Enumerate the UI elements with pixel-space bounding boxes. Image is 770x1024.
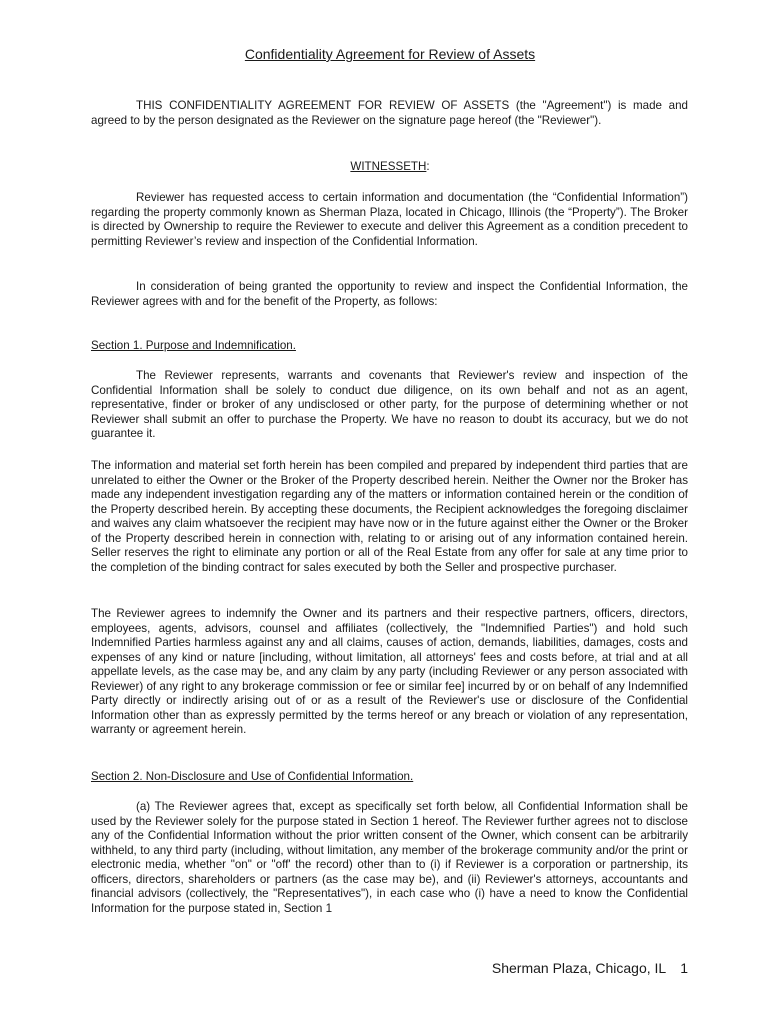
- section-1-heading: Section 1. Purpose and Indemnification.: [91, 339, 296, 352]
- page-footer: [492, 960, 688, 976]
- section-2-paragraph-a: (a) The Reviewer agrees that, except as specifically set forth below, all Confidential Information shall be used by the Reviewer solely for the purpose stated in Section 1 hereof. The Reviewer further agrees not to disclose any of the Confidential Information without the prior written consent of the Owner, which consent can be arbitrarily withheld, to any third party (including, without limitation, any member of the brokerage community and/or the print or electronic media, whether "on" or "off' the record) other than to (i) if Reviewer is a corporation or partnership, its officers, directors, shareholders or partners (as the case may be), and (ii) Reviewer's attorneys, accountants and financial advisors (collectively, the "Representatives"), in each case who (i) have a need to know the Confidential Information for the purpose stated in, Section 1: [91, 800, 688, 915]
- recital-paragraph-1: Reviewer has requested access to certain information and documentation (the “Confidential Information”) regarding the property commonly known as Sherman Plaza, located in Chicago, Illinois (the “Property”). The Broker is directed by Ownership to require the Reviewer to execute and deliver this Agreement as a condition precedent to permitting Reviewer’s review and inspection of the Confidential Information.: [91, 191, 688, 248]
- intro-paragraph: THIS CONFIDENTIALITY AGREEMENT FOR REVIEW OF ASSETS (the "Agreement") is made and agreed to by the person designated as the Reviewer on the signature page hereof (the "Reviewer").: [91, 99, 688, 127]
- section-1-paragraph-1: The Reviewer represents, warrants and covenants that Reviewer's review and inspection of the Confidential Information shall be solely to conduct due diligence, on its own behalf and not as an agent, representative, finder or broker of any undisclosed or other party, for the purpose of determining whether or not Reviewer shall submit an offer to purchase the Property. We have no reason to doubt its accuracy, but we do not guarantee it.: [91, 369, 688, 440]
- witnesseth-heading: [0, 160, 770, 173]
- page-number: 1: [680, 960, 688, 976]
- document-title: Confidentiality Agreement for Review of Assets: [244, 46, 536, 62]
- section-2-heading: Section 2. Non-Disclosure and Use of Confidential Information.: [91, 770, 414, 783]
- section-1-paragraph-2: The information and material set forth herein has been compiled and prepared by independent third parties that are unrelated to either the Owner or the Broker of the Property described herein. Neither the Owner nor the Broker has made any independent investigation regarding any of the matters or information contained herein or the condition of the Property described herein. By accepting these documents, the Recipient acknowledges the foregoing disclaimer and waives any claim whatsoever the recipient may have now or in the future against either the Owner or the Broker of the Property described herein in connection with, relating to or arising out of any information contained herein. Seller reserves the right to eliminate any portion or all of the Real Estate from any offer for sale at any time prior to the completion of the binding contract for sales executed by both the Seller and prospective purchaser.: [91, 459, 688, 574]
- witnesseth-colon: :: [426, 160, 430, 173]
- witnesseth-text: WITNESSETH: [350, 160, 427, 173]
- recital-paragraph-2: In consideration of being granted the opportunity to review and inspect the Confidential Information, the Reviewer agrees with and for the benefit of the Property, as follows:: [91, 280, 688, 308]
- section-1-paragraph-3: The Reviewer agrees to indemnify the Owner and its partners and their respective partners, officers, directors, employees, agents, advisors, counsel and affiliates (collectively, the "Indemnified Parties") and hold such Indemnified Parties harmless against any and all claims, causes of action, demands, liabilities, damages, costs and expenses of any kind or nature [including, without limitation, all attorneys' fees and costs before, at trial and at all appellate levels, as the case may be, and any claim by any party (including Reviewer or any person associated with Reviewer) of any right to any brokerage commission or fee or similar fee] incurred by or on behalf of any Indemnified Party directly or indirectly arising out of or as a result of the Reviewer's use or disclosure of the Confidential Information other than as expressly permitted by the terms hereof or any breach or violation of any representation, warranty or agreement herein.: [91, 607, 688, 736]
- footer-label: Sherman Plaza, Chicago, IL: [491, 960, 667, 976]
